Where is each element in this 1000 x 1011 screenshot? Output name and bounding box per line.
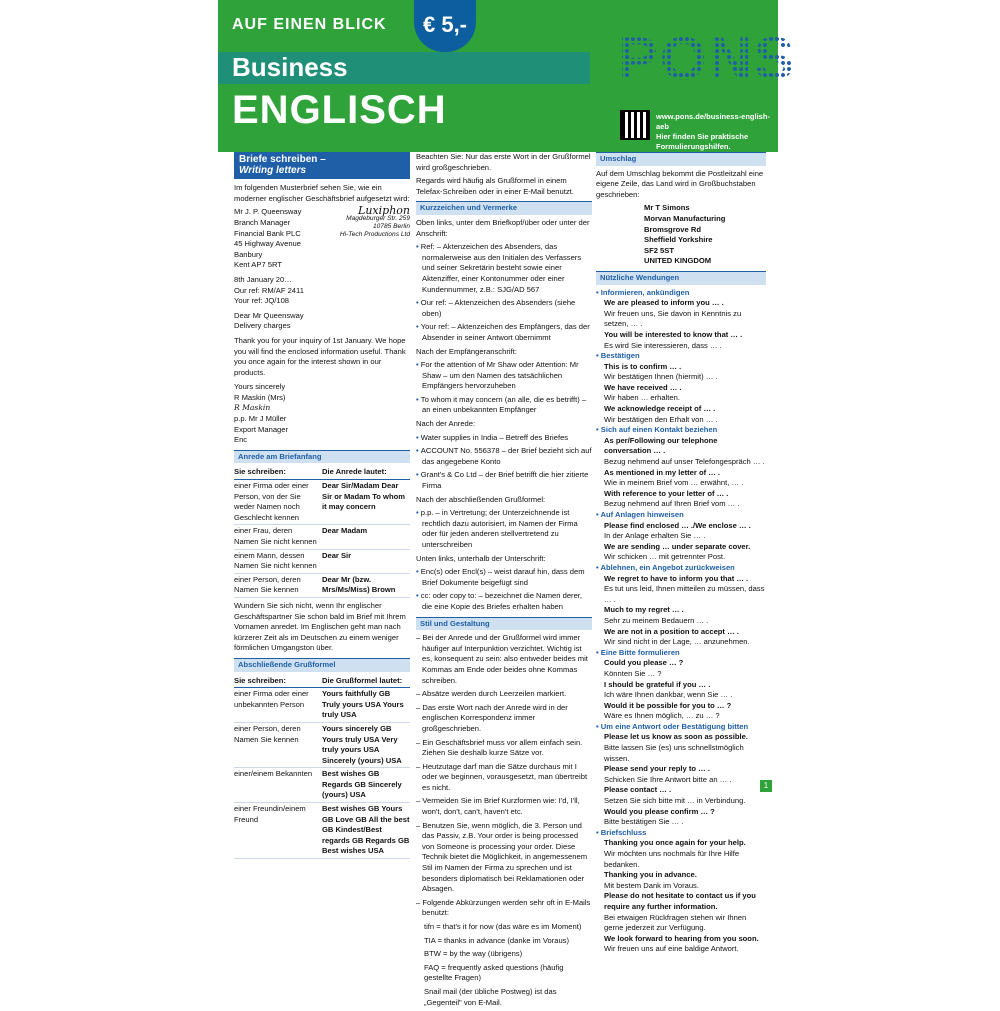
phrase-en: Would you please confirm … ? xyxy=(604,806,715,816)
letter-line: p.p. Mr J Müller xyxy=(234,414,287,424)
phrase-group-label: Informieren, ankündigen xyxy=(600,287,690,297)
list-item-text: Your ref: – Aktenzeichen des Empfängers, das der Absender in seiner Antwort übernimmt xyxy=(420,322,590,342)
list-item-text: – Bei der Anrede und der Grußformel wird immer häufiger auf Interpunktion verzichtet. Wichtig ist es, konsequent zu sein: also entweder beides mit Kommas am Ende oder beides ohne Kommas schreiben. xyxy=(416,633,588,685)
phrase-de: In der Anlage erhalten Sie … . xyxy=(604,531,706,541)
subject-list xyxy=(416,433,592,492)
table-cell: einer Firma oder einer unbekannten Person xyxy=(234,689,309,709)
subject-label: Business xyxy=(232,52,348,82)
letter-line: Financial Bank PLC xyxy=(234,228,301,238)
table-cell: Dear Sir xyxy=(322,550,352,560)
phrase-de: Wir schicken … mit getrennter Post. xyxy=(604,552,726,562)
table-row xyxy=(234,768,410,803)
phrase-en: As mentioned in my letter of … . xyxy=(604,467,721,477)
phrase-en: Please send your reply to … . xyxy=(604,764,710,774)
company-logo: Luxiphon xyxy=(358,204,410,218)
bullet-icon: • xyxy=(416,242,421,252)
abbrev-item: tifn = that's it for now (das wäre es im Moment) xyxy=(424,922,582,931)
table-row xyxy=(234,574,410,598)
table-cell: einer Person, deren Namen Sie kennen xyxy=(234,723,301,744)
table-cell: Yours faithfully GB Truly yours USA Yours truly USA xyxy=(322,689,404,720)
bullet-icon: • xyxy=(596,721,601,731)
phrase-de: Es wird Sie interessieren, dass … . xyxy=(604,340,722,350)
closing-list xyxy=(416,508,592,550)
phrase-group-title xyxy=(596,288,766,299)
phrase-en: This is to confirm … . xyxy=(604,361,682,371)
style-list xyxy=(416,633,592,919)
list-item-text: – Vermeiden Sie im Brief Kurzformen wie: I'd, I'll, won't, don't, can't, haven't etc. xyxy=(416,796,580,817)
phrase-group-title xyxy=(596,510,766,521)
list-item-text: Grant's & Co Ltd – der Brief betrifft die hier zitierte Firma xyxy=(420,470,589,491)
address-line: SF2 5ST xyxy=(644,245,674,255)
section-title-box xyxy=(234,152,410,179)
table-cell: Best wishes GB Yours GB Love GB All the best GB Kindest/Best regards GB Regards GB Best wishes USA xyxy=(322,804,410,856)
phrase-de: Wir freuen uns auf eine baldige Antwort. xyxy=(604,944,739,954)
box-title: Briefe schreiben – xyxy=(239,154,326,165)
phrase-en: We are pleased to inform you … . xyxy=(604,298,724,308)
phrase-group-label: Ablehnen, ein Angebot zurückweisen xyxy=(600,562,735,572)
abbrev-list xyxy=(416,242,592,343)
phrase-de: Setzen Sie sich bitte mit … in Verbindung. xyxy=(604,796,746,806)
phrase-group-title xyxy=(596,425,766,436)
phrase-group-title xyxy=(596,563,766,574)
sender-line: Magdeburger Str. 259 xyxy=(346,215,410,223)
phrase-en: Please find enclosed … ./We enclose … . xyxy=(604,520,751,530)
list-item xyxy=(416,322,592,343)
phrase-de: Mit bestem Dank im Voraus. xyxy=(604,880,699,890)
bullet-icon: • xyxy=(416,360,421,370)
intro-text: Im folgenden Musterbrief sehen Sie, wie ein moderner englischer Geschäftsbrief aufgesetzt wird: xyxy=(234,183,410,203)
qr-url[interactable]: www.pons.de/business-english-aeb xyxy=(656,112,770,131)
table-cell: Best wishes GB Regards GB Sincerely (yours) USA xyxy=(322,769,402,800)
letter-line: 8th January 20… xyxy=(234,274,292,284)
phrase-groups xyxy=(596,288,766,955)
letter-line: Thank you for your inquiry of 1st January. We hope you will find the enclosed information useful. Thank you once again for the interest shown in our products. xyxy=(234,335,406,377)
column-phrases xyxy=(596,152,766,955)
letter-line: Banbury xyxy=(234,249,263,259)
bullet-icon: • xyxy=(416,298,421,308)
phrase-en: We acknowledge receipt of … . xyxy=(604,404,716,414)
phrase-en: Much to my regret … . xyxy=(604,605,684,615)
list-item xyxy=(416,821,592,895)
letter-line: Branch Manager xyxy=(234,217,291,227)
table-cell: einer Frau, deren Namen Sie nicht kennen xyxy=(234,526,317,546)
page-title: ENGLISCH xyxy=(232,88,447,132)
qr-line-2: Hier finden Sie praktische xyxy=(656,132,749,141)
list-item xyxy=(416,446,592,467)
phrase-en: We look forward to hearing from you soon. xyxy=(604,933,759,943)
section-heading: Abschließende Grußformel xyxy=(234,658,410,672)
abbrev-item: TIA = thanks in advance (danke im Voraus) xyxy=(424,935,569,945)
bullet-icon: • xyxy=(596,351,601,361)
table-row xyxy=(234,525,410,549)
phrase-en: We regret to have to inform you that … . xyxy=(604,573,749,583)
qr-code-icon[interactable] xyxy=(620,110,650,140)
subsection-intro: Nach der Anrede: xyxy=(416,419,476,429)
phrase-de: Bitte bestätigen Sie … . xyxy=(604,817,684,827)
quick-reference-sheet xyxy=(218,0,797,1007)
phrase-group-title xyxy=(596,828,766,839)
list-item-text: To whom it may concern (an alle, die es betrifft) – an einen unbekannten Empfänger xyxy=(420,394,587,415)
column-header: Sie schreiben: xyxy=(234,675,286,685)
bullet-icon: • xyxy=(596,562,601,572)
box-subtitle: Writing letters xyxy=(239,164,307,176)
table-cell: einer Person, deren Namen Sie kennen xyxy=(234,574,301,595)
list-item xyxy=(416,298,592,319)
column-conventions xyxy=(416,152,592,1011)
table-row xyxy=(234,550,410,574)
section-heading: Anrede am Briefanfang xyxy=(234,450,410,464)
page-number: 1 xyxy=(760,780,772,792)
phrase-de: Wäre es Ihnen möglich, … zu … ? xyxy=(604,711,720,721)
qr-line-3: Formulierungshilfen. xyxy=(656,142,731,151)
phrase-group-label: Eine Bitte formulieren xyxy=(600,647,680,657)
email-abbrev-list xyxy=(416,922,592,1008)
phrase-de: Wir bestätigen Ihnen (hiermit) … . xyxy=(604,372,718,382)
table-row xyxy=(234,803,410,859)
bullet-icon: • xyxy=(416,446,421,456)
column-header: Sie schreiben: xyxy=(234,467,286,477)
phrase-group-label: Sich auf einen Kontakt beziehen xyxy=(600,425,718,435)
table-cell: Dear Madam xyxy=(322,526,368,536)
table-cell: einer Firma oder einer Person, von der Sie weder Namen noch Geschlecht kennen xyxy=(234,481,309,522)
phrase-group-label: Auf Anlagen hinweisen xyxy=(600,510,684,519)
bullet-icon: • xyxy=(416,567,421,577)
column-letters xyxy=(234,152,410,859)
phrase-group-label: Um eine Antwort oder Bestätigung bitten xyxy=(600,721,749,731)
phrase-group-title xyxy=(596,351,766,362)
bullet-icon: • xyxy=(416,508,421,518)
letter-line: Delivery charges xyxy=(234,321,291,331)
phrase-en: We have received … . xyxy=(604,382,682,392)
sender-line: Hi-Tech Productions Ltd xyxy=(339,231,410,239)
list-item xyxy=(416,433,592,444)
letter-line: 45 Highway Avenue xyxy=(234,239,301,249)
list-item-text: Ref: – Aktenzeichen des Absenders, das normalerweise aus den Initialen des Verfassers und seiner Sekretärin besteht sowie einer Aktenziffer, einer Kontonummer oder einer Kundennummer, z.B.: SJG/AD 567 xyxy=(420,242,582,294)
phrase-en: I should be grateful if you … . xyxy=(604,679,711,689)
anrede-table xyxy=(234,480,410,598)
list-item-text: Our ref: – Aktenzeichen des Absenders (siehe oben) xyxy=(420,298,576,318)
table-header xyxy=(234,675,410,689)
phrase-group-title xyxy=(596,648,766,659)
subsection-intro: Unten links, unterhalb der Unterschrift: xyxy=(416,553,546,563)
list-item xyxy=(416,898,592,919)
list-item xyxy=(416,689,592,700)
phrase-de: Sehr zu meinem Bedauern … . xyxy=(604,615,709,625)
section-heading: Stil und Gestaltung xyxy=(416,617,592,631)
bullet-icon: • xyxy=(416,432,421,442)
phrase-en: Thanking you in advance. xyxy=(604,870,697,880)
address-line: Mr T Simons xyxy=(644,203,690,213)
table-cell: Yours sincerely GB Yours truly USA Very truly yours USA Sincerely (yours) USA xyxy=(322,723,402,765)
phrase-en: Please let us know as soon as possible. xyxy=(604,732,748,742)
phrase-de: Wir bestätigen den Erhalt von … . xyxy=(604,414,718,424)
section-heading: Kurzzeichen und Vermerke xyxy=(416,201,592,215)
gruss-table xyxy=(234,688,410,859)
abbrev-item: BTW = by the way (übrigens) xyxy=(424,949,523,959)
phrase-de: Bezug nehmend auf Ihren Brief vom … . xyxy=(604,499,740,509)
list-item-text: – Ein Geschäftsbrief muss vor allem einfach sein. Ziehen Sie deshalb kurze Sätze vor. xyxy=(416,737,583,758)
list-item xyxy=(416,567,592,588)
letter-line: Our ref: RM/AF 2411 xyxy=(234,285,304,295)
signature: R Maskin xyxy=(234,403,271,413)
list-item-text: Water supplies in India – Betreff des Briefes xyxy=(420,432,569,442)
enclosure-list xyxy=(416,567,592,612)
list-item xyxy=(416,591,592,612)
list-item xyxy=(416,508,592,550)
phrase-group-label: Bestätigen xyxy=(600,351,640,361)
note-text: Beachten Sie: Nur das erste Wort in der Grußformel wird großgeschrieben. xyxy=(416,152,591,172)
list-item-text: Enc(s) oder Encl(s) – weist darauf hin, dass dem Brief Dokumente beigefügt sind xyxy=(420,567,585,587)
qr-caption xyxy=(656,112,778,152)
phrase-de: Bezug nehmend auf unser Telefongespräch … . xyxy=(604,457,765,467)
list-item-text: cc: oder copy to: – bezeichnet die Namen derer, die eine Kopie des Briefes erhalten haben xyxy=(420,591,583,611)
sender-block xyxy=(339,204,410,239)
bullet-icon: • xyxy=(596,510,601,519)
recipient-list xyxy=(416,360,592,416)
list-item-text: ACCOUNT No. 556378 – der Brief bezieht sich auf das angegebene Konto xyxy=(420,446,592,466)
phrase-en: Could you please … ? xyxy=(604,658,684,668)
phrase-de: Es tut uns leid, Ihnen mitteilen zu müssen, dass … . xyxy=(604,584,765,604)
address-line: Sheffield Yorkshire xyxy=(644,235,713,245)
table-cell: Dear Mr (bzw. Mrs/Ms/Miss) Brown xyxy=(322,574,396,595)
list-item-text: p.p. – in Vertretung; der Unterzeichnende ist rechtlich dazu autorisiert, im Namen der Firma oder für jeden anderen stellvertretend zu unterschreiben xyxy=(420,508,578,549)
table-row xyxy=(234,480,410,525)
phrase-de: Könnten Sie … ? xyxy=(604,668,662,678)
bullet-icon: • xyxy=(596,425,601,435)
list-item-text: For the attention of Mr Shaw oder Attention: Mr Shaw – um den Namen des tatsächlichen Empfängers hervorzuheben xyxy=(420,360,579,391)
sample-letter xyxy=(234,204,410,445)
list-item-text: – Folgende Abkürzungen werden sehr oft in E-Mails benutzt: xyxy=(416,897,591,918)
phrase-en: With reference to your letter of … . xyxy=(604,488,729,498)
envelope-address xyxy=(596,203,766,267)
list-item-text: – Heutzutage darf man die Sätze durchaus mit I oder we beginnen, vorausgesetzt, man übertreibt es nicht. xyxy=(416,761,588,792)
bullet-icon: • xyxy=(416,591,421,601)
letter-body xyxy=(234,204,410,445)
address-line: Bromsgrove Rd xyxy=(644,224,701,234)
phrase-de: Wir freuen uns, Sie davon in Kenntnis zu setzen, … . xyxy=(604,308,742,329)
bullet-icon: • xyxy=(596,287,601,297)
list-item xyxy=(416,395,592,416)
table-cell: Dear Sir/Madam Dear Sir or Madam To whom it may concern xyxy=(322,481,405,512)
list-item xyxy=(416,633,592,686)
table-row xyxy=(234,688,410,723)
letter-line: R Maskin (Mrs) xyxy=(234,392,286,402)
letter-line: Kent AP7 5RT xyxy=(234,260,282,270)
abbrev-item: Snail mail (der übliche Postweg) ist das „Gegenteil" von E-Mail. xyxy=(424,986,557,1007)
price-badge: € 5,- xyxy=(414,0,476,52)
phrase-de: Wir möchten uns nochmals für Ihre Hilfe bedanken. xyxy=(604,849,740,869)
table-cell: einem Mann, dessen Namen Sie nicht kennen xyxy=(234,550,317,571)
section-heading: Nützliche Wendungen xyxy=(596,271,766,285)
envelope-note: Auf dem Umschlag bekommt die Postleitzahl eine eigene Zeile, das Land wird in Großbuchstaben geschrieben: xyxy=(596,168,764,199)
phrase-group-label: Briefschluss xyxy=(600,827,647,837)
bullet-icon: • xyxy=(416,394,421,404)
list-item xyxy=(416,360,592,392)
column-header: Die Grußformel lautet: xyxy=(322,675,403,685)
phrase-en: We are not in a position to accept … . xyxy=(604,626,739,636)
phrase-en: As per/Following our telephone conversation … . xyxy=(604,435,718,456)
table-cell: einer/einem Bekannten xyxy=(234,769,313,779)
phrase-en: Please contact … . xyxy=(604,785,672,795)
section-heading: Umschlag xyxy=(596,152,766,166)
column-header: Die Anrede lautet: xyxy=(322,467,387,477)
phrase-en: Would it be possible for you to … ? xyxy=(604,700,732,710)
list-item xyxy=(416,703,592,735)
table-header xyxy=(234,466,410,480)
phrase-de: Wir haben … erhalten. xyxy=(604,393,680,403)
list-item-text: – Absätze werden durch Leerzeilen markiert. xyxy=(416,689,567,699)
list-item xyxy=(416,762,592,794)
abbrev-item: FAQ = frequently asked questions (häufig gestellte Fragen) xyxy=(424,962,564,983)
subsection-intro: Oben links, unter dem Briefkopf/über oder unter der Anschrift: xyxy=(416,217,590,238)
subsection-intro: Nach der abschließenden Grußformel: xyxy=(416,494,546,504)
header-banner xyxy=(218,0,797,152)
address-line: UNITED KINGDOM xyxy=(644,256,712,266)
letter-line: Your ref: JQ/108 xyxy=(234,296,290,306)
phrase-de: Wie in meinem Brief vom … erwähnt, … . xyxy=(604,478,744,488)
letter-line: Yours sincerely xyxy=(234,382,286,392)
bullet-icon: • xyxy=(596,827,601,837)
sender-line: 10785 Berlin xyxy=(372,223,410,231)
phrase-de: Bei etwaigen Rückfragen stehen wir Ihnen gerne jederzeit zur Verfügung. xyxy=(604,912,747,933)
list-item xyxy=(416,242,592,295)
phrase-group-title xyxy=(596,722,766,733)
list-item-text: – Benutzen Sie, wenn möglich, die 3. Person und das Passiv, z.B. Your order is being processed von Someone is processing your order. Diese Technik bietet die Möglichkeit, in angemessenem Stil im Namen der Firma zu sprechen und ist besonders diplomatisch bei Reklamationen oder Absagen. xyxy=(416,820,588,894)
bullet-icon: • xyxy=(416,470,421,480)
letter-line: Mr J. P. Queensway xyxy=(234,207,302,217)
bullet-icon: • xyxy=(596,647,601,657)
note-text: Regards wird häufig als Grußformel in einem Telefax-Schreiben oder in einer E-Mail benutzt. xyxy=(416,176,574,196)
table-cell: einer Freundin/einem Freund xyxy=(234,804,306,824)
anrede-note: Wundern Sie sich nicht, wenn Ihr englischer Geschäftspartner Sie schon bald im Brief mit Ihrem Vornamen anredet. Im Englischen geht man nach kürzerer Zeit als im Deutschen zu einem weniger förmlichen Umgangston über. xyxy=(234,600,406,653)
list-item xyxy=(416,738,592,759)
phrase-de: Bitte lassen Sie (es) uns schnellstmöglich wissen. xyxy=(604,743,744,763)
letter-line: Dear Mr Queensway xyxy=(234,310,304,320)
phrase-en: We are sending … under separate cover. xyxy=(604,541,751,551)
subsection-intro: Nach der Empfängeranschrift: xyxy=(416,346,517,356)
tagline: AUF EINEN BLICK xyxy=(232,16,387,33)
phrase-en: Please do not hesitate to contact us if you require any further information. xyxy=(604,891,756,911)
letter-line: Export Manager xyxy=(234,424,289,434)
letter-line: Enc xyxy=(234,435,248,445)
list-item xyxy=(416,470,592,491)
table-row xyxy=(234,723,410,768)
phrase-de: Wir sind nicht in der Lage, … anzunehmen. xyxy=(604,637,750,647)
phrase-en: Thanking you once again for your help. xyxy=(604,838,746,848)
phrase-de: Schicken Sie Ihre Antwort bitte an … . xyxy=(604,774,732,784)
bullet-icon: • xyxy=(416,322,421,332)
phrase-en: You will be interested to know that … . xyxy=(604,329,743,339)
address-line: Morvan Manufacturing xyxy=(644,213,726,223)
pons-logo: PONS xyxy=(618,25,797,92)
phrase-de: Ich wäre Ihnen dankbar, wenn Sie … . xyxy=(604,690,733,700)
list-item-text: – Das erste Wort nach der Anrede wird in der englischen Korrespondenz immer großgeschrieben. xyxy=(416,702,568,733)
